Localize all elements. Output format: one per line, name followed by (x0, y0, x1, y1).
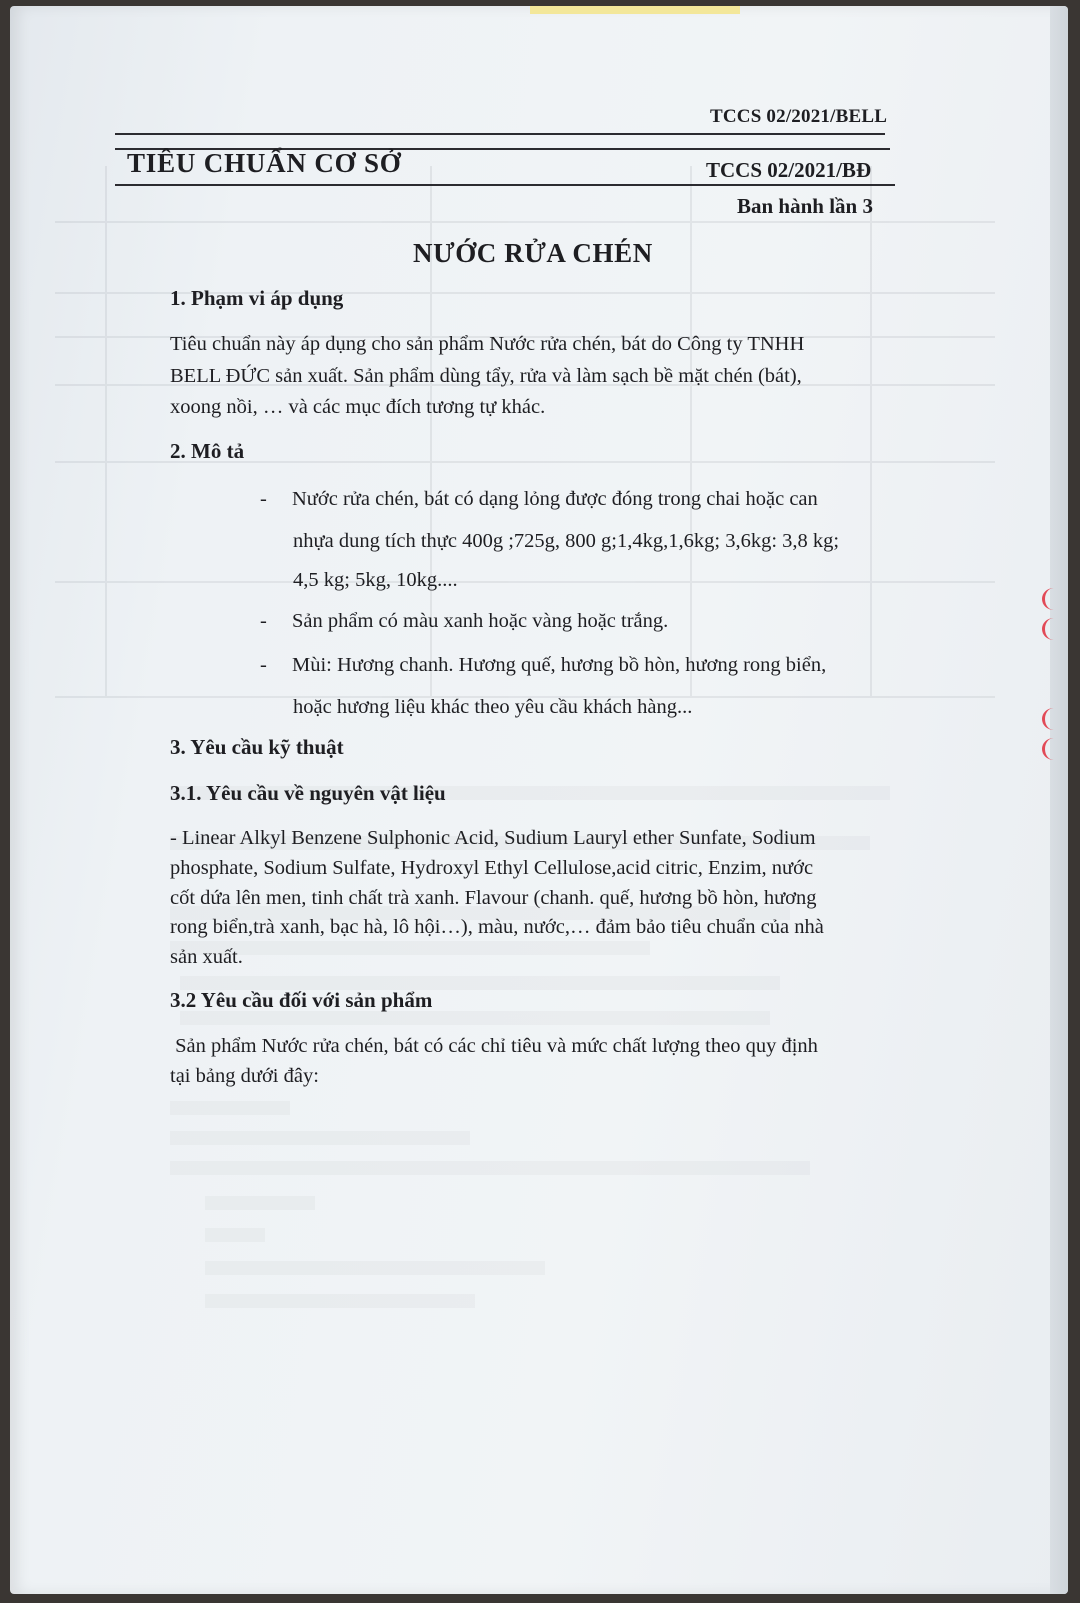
header-rule-bottom (115, 184, 895, 186)
bullet-1-continuation-2: 4,5 kg; 5kg, 10kg.... (293, 569, 458, 591)
document-title: NƯỚC RỬA CHÉN (413, 238, 653, 268)
page-edge (1050, 6, 1068, 1594)
section-2-heading: 2. Mô tả (170, 439, 245, 463)
bullet-3-continuation-1: hoặc hương liệu khác theo yêu cầu khách hàng... (293, 696, 693, 718)
section-1-heading: 1. Phạm vi áp dụng (170, 286, 344, 310)
bullet-dash: - (260, 610, 267, 632)
document-code-top: TCCS 02/2021/BELL (710, 106, 888, 127)
red-stamp-fragment (1038, 588, 1064, 768)
tape-strip (530, 6, 740, 14)
header-rule-top (115, 133, 885, 135)
section-3-2-heading: 3.2 Yêu cầu đối với sản phẩm (170, 988, 433, 1012)
document-page (10, 6, 1068, 1594)
bullet-dash: - (260, 488, 267, 510)
header-code: TCCS 02/2021/BĐ (706, 158, 872, 182)
section-3-1-line-3: cốt dứa lên men, tinh chất trà xanh. Flavour (chanh. quế, hương bồ hòn, hương (170, 887, 817, 909)
section-3-1-line-5: sản xuất. (170, 946, 243, 968)
header-title: TIÊU CHUẨN CƠ SỞ (127, 148, 402, 178)
bullet-dash: - (260, 654, 267, 676)
bullet-3-text: Mùi: Hương chanh. Hương quế, hương bồ hòn, hương rong biển, (292, 654, 827, 676)
bullet-2-text: Sản phẩm có màu xanh hoặc vàng hoặc trắng. (292, 610, 669, 632)
section-1-line-3: xoong nồi, … và các mục đích tương tự khác. (170, 396, 546, 418)
section-3-2-line-1: Sản phẩm Nước rửa chén, bát có các chỉ tiêu và mức chất lượng theo quy định (170, 1035, 818, 1057)
section-3-1-line-1: - Linear Alkyl Benzene Sulphonic Acid, Sudium Lauryl ether Sunfate, Sodium (170, 827, 816, 849)
section-3-2-line-2: tại bảng dưới đây: (170, 1065, 319, 1087)
section-1-line-1: Tiêu chuẩn này áp dụng cho sản phẩm Nước rửa chén, bát do Công ty TNHH (170, 333, 805, 355)
bullet-1-text: Nước rửa chén, bát có dạng lỏng được đóng trong chai hoặc can (292, 488, 818, 510)
section-3-1-line-4: rong biển,trà xanh, bạc hà, lô hội…), màu, nước,… đảm bảo tiêu chuẩn của nhà (170, 916, 824, 938)
section-3-1-line-2: phosphate, Sodium Sulfate, Hydroxyl Ethyl Cellulose,acid citric, Enzim, nước (170, 857, 814, 879)
section-3-heading: 3. Yêu cầu kỹ thuật (170, 735, 344, 759)
edition-label: Ban hành lần 3 (737, 194, 873, 218)
section-1-line-2: BELL ĐỨC sản xuất. Sản phẩm dùng tẩy, rửa và làm sạch bề mặt chén (bát), (170, 365, 802, 387)
section-3-1-heading: 3.1. Yêu cầu về nguyên vật liệu (170, 781, 446, 805)
bullet-1-continuation-1: nhựa dung tích thực 400g ;725g, 800 g;1,4kg,1,6kg; 3,6kg: 3,8 kg; (293, 530, 840, 552)
